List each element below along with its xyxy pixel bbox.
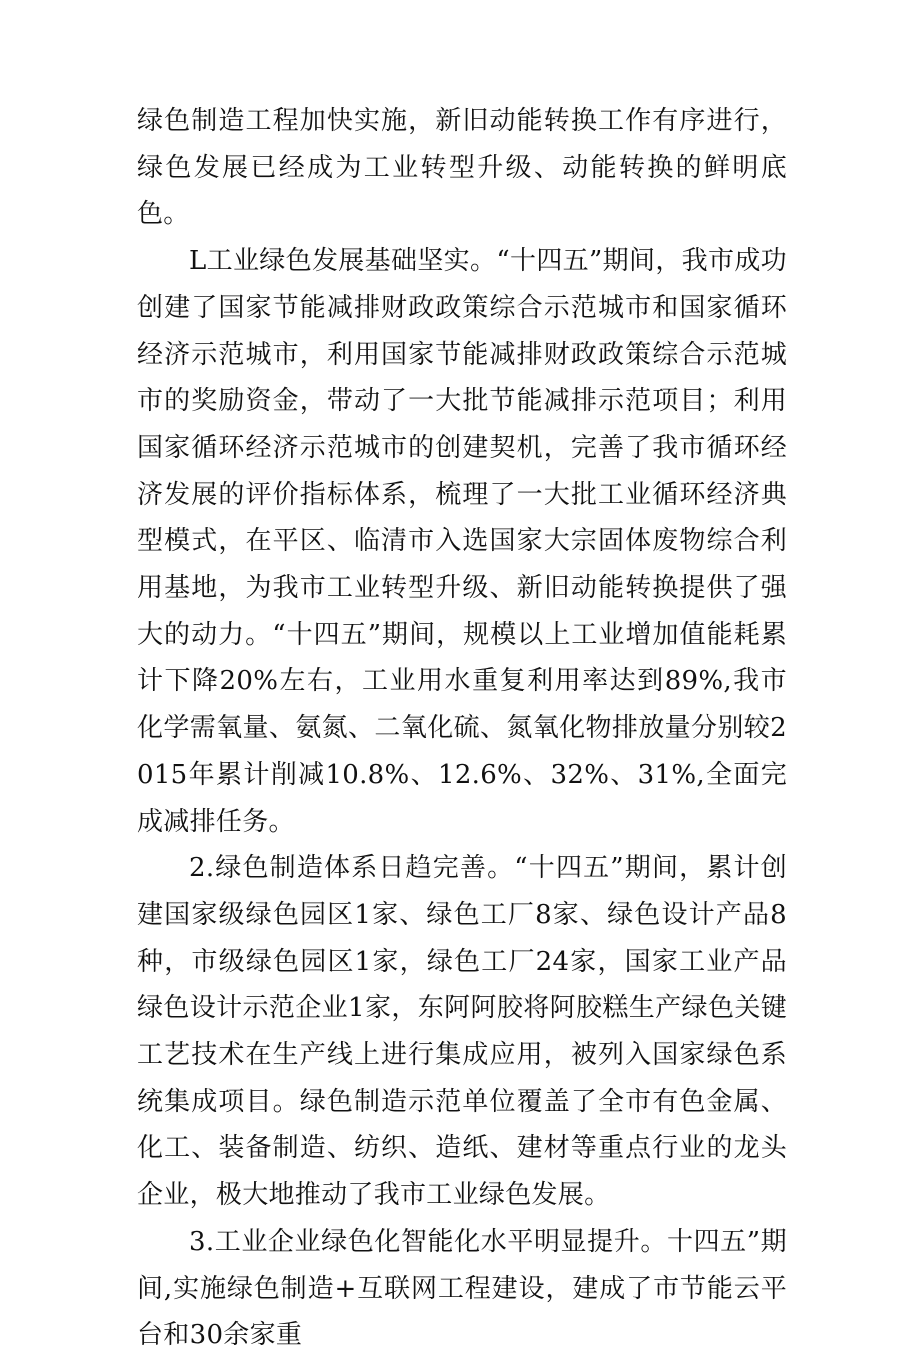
paragraph-point-3: 3.工业企业绿色化智能化水平明显提升。十四五”期间,实施绿色制造+互联网工程建设，建成了市节能云平台和30余家重 bbox=[137, 1226, 787, 1351]
paragraph-intro: 绿色制造工程加快实施，新旧动能转换工作有序进行，绿色发展已经成为工业转型升级、动能转换的鲜明底色。 bbox=[137, 106, 787, 230]
document-page bbox=[137, 98, 787, 1359]
paragraph-point-1: L工业绿色发展基础坚实。“十四五”期间，我市成功创建了国家节能减排财政政策综合示范城市和国家循环经济示范城市，利用国家节能减排财政政策综合示范城市的奖励资金，带动了一大批节能减排示范项目；利用国家循环经济示范城市的创建契机，完善了我市循环经济发展的评价指标体系，梳理了一大批工业循环经济典型模式，在平区、临清市入选国家大宗固体废物综合利用基地，为我市工业转型升级、新旧动能转换提供了强大的动力。“十四五”期间，规模以上工业增加值能耗累计下降20%左右，工业用水重复利用率达到89%,我市化学需氧量、氨氮、二氧化硫、氮氧化物排放量分别较2015年累计削减10.8%、12.6%、32%、31%,全面完成减排任务。 bbox=[137, 246, 787, 837]
paragraph-point-2: 2.绿色制造体系日趋完善。“十四五”期间，累计创建国家级绿色园区1家、绿色工厂8家、绿色设计产品8种，市级绿色园区1家，绿色工厂24家，国家工业产品绿色设计示范企业1家，东阿阿胶将阿胶糕生产绿色关键工艺技术在生产线上进行集成应用，被列入国家绿色系统集成项目。绿色制造示范单位覆盖了全市有色金属、化工、装备制造、纺织、造纸、建材等重点行业的龙头企业，极大地推动了我市工业绿色发展。 bbox=[137, 853, 787, 1211]
